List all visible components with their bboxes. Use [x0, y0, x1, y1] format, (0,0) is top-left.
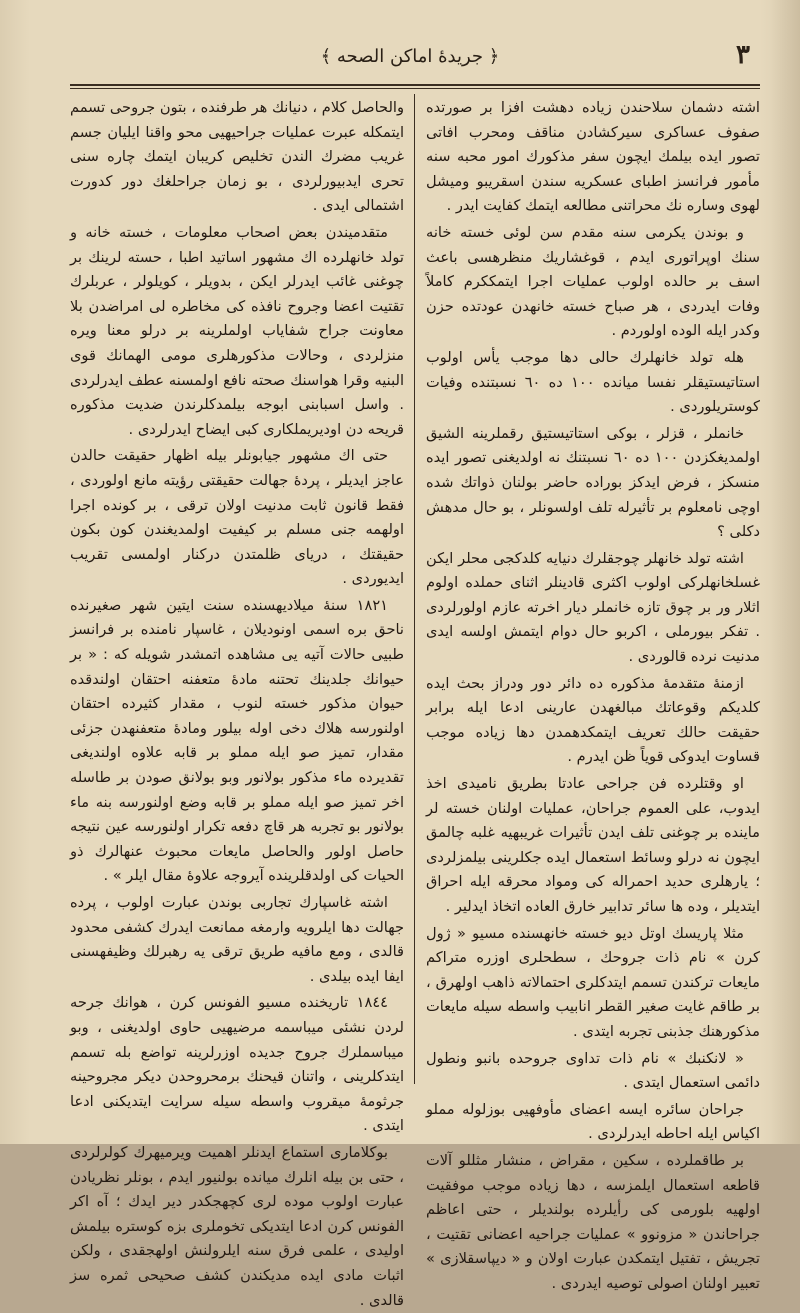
paragraph: ١٨٤٤ تاريخنده مسيو الفونس كرن ، هوانك جرحه لردن نشئى ميباسمه مرضيهيى حاوى اولديغنى ، وبو ميباسملرك جروح جديده اوزرلرينه تواضع بله تسمم ايتدكلرينى ، واتنان قيحنك برمحروحدن ديكر مجروحينه جرثومهٔ ميقروب واسطه سيله سرايت ايتديكنى ادعا ايتدى . [70, 994, 404, 1135]
left-column [70, 96, 404, 1309]
page-edge-shade [760, 0, 800, 1144]
paragraph: ١٨٢١ سنهٔ ميلاديهسنده سنت ايتين شهر صغيرنده ناحق بره اسمى اونوديلان ، غاسپار نامنده بر فرانسز طبيى حالات آتيه يى مشاهده اتمشدر شويله كه : « بر حيوانك جلدينك تحتنه مادهٔ متعفنه احتقان اولندقده حيوان مذكور خسته لنوب ، مقدار كثيرده احتقان اولنورسه هلاك دخى اوله بيلور ومادهٔ متعفنهدن جزئى مقدار، تميز صو ايله مملو بر قابه علاوه اولنديغى تقديرده ماء مذكور بولانور وبو بولانق صودن بر طاسله اخر تميز صو ايله مملو بر قابه وضع اولنورسه بنه ماء بولانور بو تجربه هر قاچ دفعه تكرار اولنورسه عين نتيجه حاصل اولور والحاصل مايعات محبوث عنهالرك ذو الحيات كى اولدقلرينده آيروجه علاوهٔ مقال ايلر » . [70, 596, 404, 885]
paragraph: اشته غاسپارك تجاربى بوندن عبارت اولوب ، پرده جهالت دها ايلرويه وارمغه ممانعت ايدرك كشفى محدود قالدى ، ومع مافيه طريق ترقى يه رهبرلك وظيفهسنى ايفا ايده بيلدى . [70, 894, 404, 985]
paragraph: بر طاقملرده ، سكين ، مقراض ، منشار مثللو آلات قاطعه استعمال ايلمزسه ، دها زياده موجب موفقيت اولهيه بلورمى كى رأيلرده بولنديلر ، حتى اعاظم جراحاندن « مزونوو » عمليات جراحيه اعضانى تقتيت ، تجريش ، تفتيل ايتمكدن عبارت اولان و « ديپاسقلازى » تعبير اولنان اصولى توصيه ايدردى . [426, 1151, 760, 1292]
paragraph: او وقتلرده فن جراحى عادتا بطريق ناميدى اخذ ايدوب، على العموم جراحان، عمليات اولنان خسته لر ماينده بر چوغنى تلف ايدن تأثيرات غريبهيه غلبه چالمق ايچون نه درلو وسائط استعمال ايده جكلرينى بيلمزلردى ؛ يارهلرى حديد احمراله كى ومواد محرقه ايله احراق ايتديلر ، وده ها سائر تدابير خارق العاده اتخاذ ايدلير . [426, 775, 760, 915]
paragraph: بوكلامارى استماع ايدنلر اهميت ويرميهرك كولرلردى ، حتى بن بيله انلرك ميانده بولنيور ايدم ، بونلر نظريادن عبارت اولوب موده لرى كچهجكدر دير ايدك ؛ آه اكر الفونس كرن ادعا ايتديكى تخوملرى بزه كوستره بيلمش اوليدى ، علمى فرق سنه ايلرولنش اولهجقدى ، ولكن اثبات مادى ايده مديكندن كشف صحيحى ثمره سز قالدى . [70, 1143, 404, 1309]
header-rule-thin [70, 88, 760, 89]
paragraph: اشته تولد خانهلر چوجقلرك دنيايه كلدكجى محلر ايكن غسلخانهلركى اولوب اكثرى قادينلر اثناى حملده اولوم اثلار ور بر چوق تازه خانملر ديار اخرته عازم اولورلردى . تفكر بيورملى ، اكربو حال دوام ايتمش اولسه ايدى مدنيت نرده قالوردى . [426, 549, 760, 666]
paragraph: حتى اك مشهور جيابونلر بيله اظهار حقيقت حالدن عاجز ايديلر ، پردهٔ جهالت حقيقتى رؤيته مانع اولوردى ، فقط قانون ثابت مدنيت اولان ترقى ، بر كونده اجرا اولهمه جنى مسلم بر كيفيت اولمديغندن كون بكون حقيقتك ، درياى ظلمتدن دركنار اولمسى تقريب ايديوردى . [70, 447, 404, 588]
paragraph: و بوندن يكرمی سنه مقدم سن لوئی خسته خانه سنك اوپراتورى ايدم ، قوغشاريك منظرهسى باعث اسف بر حالده اولوب عمليات اجرا ايتمككرم كاملاً وفات ايدردى ، هر صباح خسته خانهدن عودتده حزن وكدر ايله الوده اولوردم . [426, 223, 760, 340]
paragraph: ازمنهٔ متقدمهٔ مذكوره ده دائر دور ودراز بحث ايده كلديكم وقوعاتك مبالغهدن عارينى ادعا ايله برابر حقيقت حالك تعريف ايتمكدهمدن دها زياده موجب قساوت ايدوكى قوياً ظن ايدرم . [426, 674, 760, 766]
page-header [60, 40, 760, 80]
paragraph: مثلا پاريسك اوتل ديو خسته خانهسنده مسيو « ژول كرن » نام ذات جروحك ، سطحلرى اوزره متراكم مايعات تركندن تسمم ايتدكلرى احتمالاته ذاهب اولهرق ، بر طاقم غايت صغير القطر انابيب واسطه سيله مايعات مذكورهنك جذبنی تجربه ايتدى . [426, 924, 760, 1040]
paragraph: هله تولد خانهلرك حالى دها موجب يأس اولوب استاتيستيقلر نفسا ميانده ١٠٠ ده ٦٠ نسبتنده وفيات كوستريلوردى . [426, 348, 760, 416]
paragraph: متقدميندن بعض اصحاب معلومات ، خسته خانه و تولد خانهلرده اك مشهور اساتيد اطبا ، حسته لرينك بر چوغنى غائب ايدرلر ايكن ، بدويلر ، كويلولر ، عربلرك تقتيت اعضا وجروح نافذه كى مخاطره لى امراضدن بلا معاونت جراح شفاياب اولملرينه بر درلو معنا ويره منزلردى ، وحالات مذكورهلرى مومى الهمانك قوى البنيه وقرا هواسنك صحته نافع اولمسنه عطف ايدرلردى . واسل اسبابنى ابوجه بيلمدكلرندن ضديت مذكوره قريحه دن اوديريملكارى كبى ايضاح ايدرلردى . [70, 223, 404, 438]
paragraph: جراحان سائره ايسه اعضاى مأوفهيى بوزلوله مملو اكياس ايله احاطه ايدرلردى . [426, 1100, 760, 1143]
paragraph: « لانكنبك » نام ذات تداوى جروحده بانبو ونطول دائمى استعمال ايتدى . [426, 1049, 760, 1092]
right-column [426, 96, 760, 1292]
header-rule [70, 84, 760, 86]
paragraph: خانملر ، قزلر ، بوكى استاتيستيق رقملرينه الشيق اولمديغكزدن ١٠٠ ده ٦٠ نسبتنك نه اولديغنى تصور ايده منسكز ، فرض ايدكز بوراده حاضر بولنان ذواتك شده اوچی نامعلوم بر تأثيرله تلف اولسونلر ، بو حال مدهش دكلى ؟ [426, 424, 760, 541]
page-number: ٣ [736, 40, 750, 70]
journal-title: ﴿ جريدهٔ اماكن الصحه ﴾ [320, 46, 500, 67]
column-divider [414, 94, 415, 1084]
paragraph: والحاصل كلام ، دنيانك هر طرفنده ، بتون جروحى تسمم ايتمكله عبرت عمليات جراحيهيى محو واقنا ايليان جسم غريب مضرك الندن تخليص كريبان ايتمك چاره سنى تحرى ايدبيورلردى ، بو زمان جراحلغك دور كدورت اشتمالى ايدى . [70, 99, 404, 215]
paragraph: اشته دشمان سلاحندن زياده دهشت افزا بر صورتده صفوف عساكری سيركشادن مناقف ومحرب افاتی تصور ايده بيلمك ايچون سفر مذكورك امور محبه سنه مأمور فرانسز اطباى عسكريه سندن اسقريبو وميشل لهوى وساره نك محراتنی مطالعه ايتمك كفايت ايدر . [426, 99, 760, 215]
